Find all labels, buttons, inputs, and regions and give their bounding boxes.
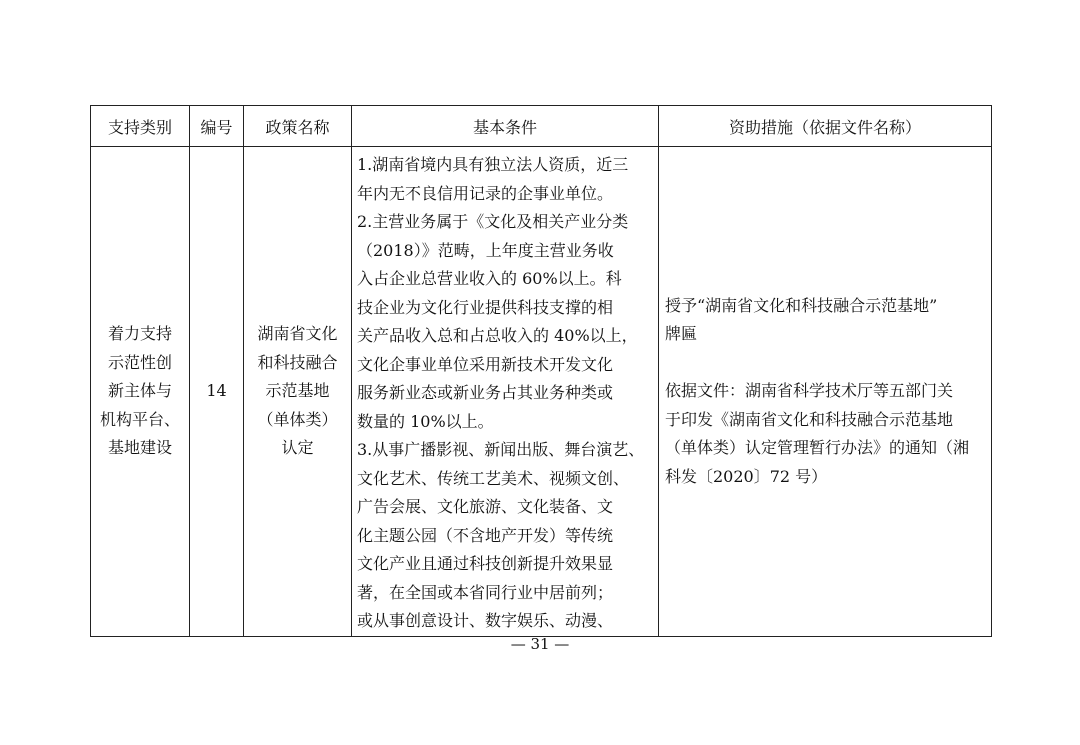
condition-line: 2.主营业务属于《文化及相关产业分类: [357, 212, 629, 231]
policy-name-line: （单体类）: [257, 409, 338, 429]
header-number: 编号: [190, 106, 244, 147]
condition-line: 1.湖南省境内具有独立法人资质，近三: [357, 155, 629, 174]
condition-line: 3.从事广播影视、新闻出版、舞台演艺、: [357, 440, 645, 459]
header-aid-measures: 资助措施（依据文件名称）: [659, 106, 992, 147]
cell-aid-measures: [659, 147, 992, 637]
policy-name-line: 和科技融合: [257, 352, 338, 372]
basis-line: 依据文件：湖南省科学技术厅等五部门关: [665, 381, 954, 401]
header-policy-name: 政策名称: [244, 106, 352, 147]
basis-line: 于印发《湖南省文化和科技融合示范基地: [665, 409, 954, 429]
aid-line: 授予“湖南省文化和科技融合示范基地”: [665, 295, 938, 315]
header-basic-conditions: 基本条件: [352, 106, 659, 147]
category-line: 基地建设: [107, 438, 172, 458]
condition-line: 关产品收入总和占总收入的 40%以上，: [357, 326, 638, 345]
policy-name-line: 湖南省文化: [257, 324, 338, 344]
condition-line: 文化艺术、传统工艺美术、视频文创、: [357, 468, 630, 488]
cell-policy-name: [244, 147, 352, 637]
basis-line: （单体类）认定管理暂行办法》的通知（湘: [665, 438, 970, 458]
aid-spacer: [665, 349, 991, 378]
condition-line: 著，在全国或本省同行业中居前列；: [357, 582, 614, 602]
policy-name-line: 示范基地: [265, 381, 330, 401]
condition-line: 文化企事业单位采用新技术开发文化: [357, 354, 614, 374]
condition-line: 文化产业且通过科技创新提升效果显: [357, 554, 614, 573]
condition-line: 年内无不良信用记录的企事业单位。: [357, 183, 614, 203]
condition-line: 广告会展、文化旅游、文化装备、文: [357, 497, 614, 516]
category-line: 着力支持: [107, 324, 172, 344]
aid-line: 牌匾: [665, 324, 698, 344]
cell-basic-conditions: [352, 147, 659, 637]
table-header-row: [91, 106, 992, 147]
table-row: [91, 147, 992, 637]
condition-line: 或从事创意设计、数字娱乐、动漫、: [357, 611, 614, 630]
condition-line: 技企业为文化行业提供科技支撑的相: [357, 297, 614, 317]
category-line: 新主体与: [107, 381, 172, 401]
condition-line: 服务新业态或新业务占其业务种类或: [357, 383, 614, 402]
policy-name-line: 认定: [281, 438, 314, 458]
condition-line: 化主题公园（不含地产开发）等传统: [357, 525, 614, 545]
cell-number: 14: [190, 147, 244, 637]
category-line: 示范性创: [107, 352, 172, 372]
page-number: — 31 —: [510, 635, 570, 653]
condition-line: 数量的 10%以上。: [357, 411, 494, 431]
category-line: 机构平台、: [99, 409, 180, 429]
cell-support-category: [91, 147, 190, 637]
header-support-category: 支持类别: [91, 106, 190, 147]
policy-table: [90, 105, 992, 637]
condition-line: 入占企业总营业收入的 60%以上。科: [357, 269, 622, 288]
basis-line: 科发〔2020〕72 号）: [665, 466, 828, 486]
condition-line: （2018）》范畴，上年度主营业务收: [357, 240, 614, 260]
